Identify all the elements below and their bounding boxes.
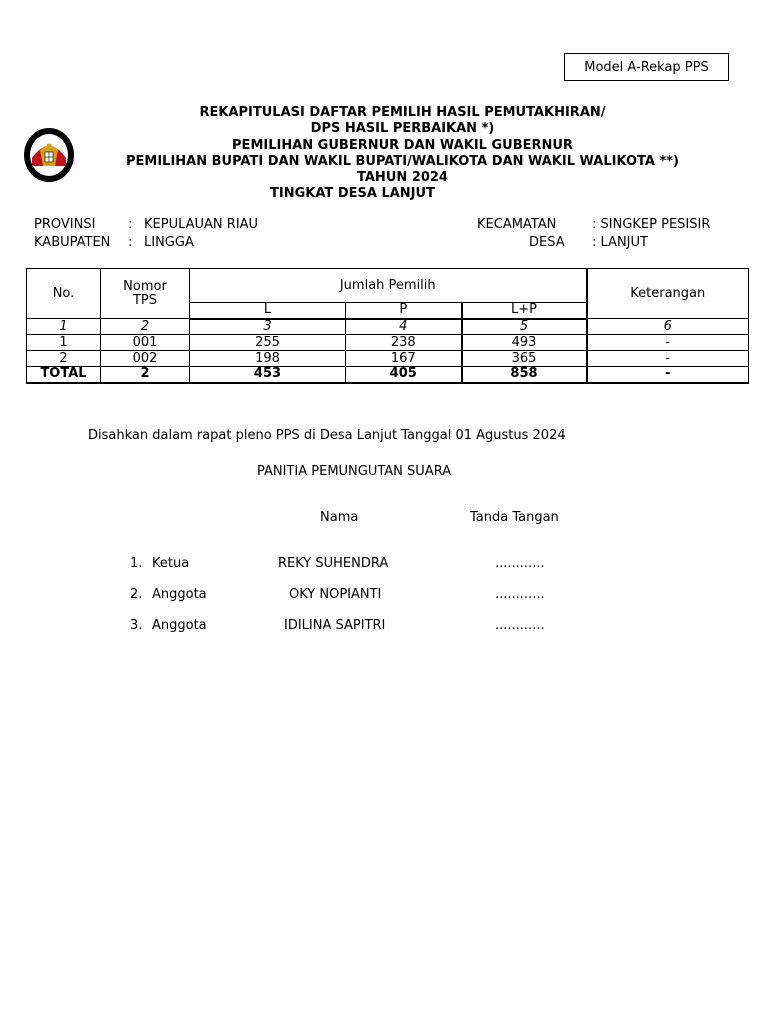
member-number: 1. [130, 556, 143, 571]
kabupaten-value: LINGGA [144, 235, 194, 250]
title-line-4: PEMILIHAN BUPATI DAN WAKIL BUPATI/WALIKOTA DAN WAKIL WALIKOTA **) [125, 153, 679, 169]
total-row [27, 367, 749, 383]
table-row [27, 351, 749, 367]
row-tps: 001 [101, 335, 190, 351]
row-l: 198 [190, 351, 346, 367]
member-name: IDILINA SAPITRI [284, 618, 386, 633]
col-number-5: 5 [462, 319, 587, 335]
col-number-4: 4 [346, 319, 462, 335]
row-no: 1 [27, 335, 101, 351]
total-lp: 858 [462, 367, 587, 383]
title-line-5: TAHUN 2024 [357, 170, 448, 186]
row-no: 2 [27, 351, 101, 367]
provinsi-sep: : [128, 217, 133, 232]
desa-label: DESA [529, 235, 565, 250]
document-title [40, 105, 765, 203]
table-row [27, 335, 749, 351]
total-p: 405 [346, 367, 462, 383]
member-number: 2. [130, 587, 143, 602]
voter-recap-table [26, 268, 749, 384]
row-tps: 002 [101, 351, 190, 367]
row-p: 167 [346, 351, 462, 367]
total-label: TOTAL [27, 367, 101, 383]
kecamatan-label: KECAMATAN [477, 217, 557, 232]
desa-value: : LANJUT [592, 235, 648, 250]
committee-title: PANITIA PEMUNGUTAN SUARA [257, 464, 452, 479]
row-p: 238 [346, 335, 462, 351]
member-role: Anggota [152, 587, 207, 602]
col-number-2: 2 [101, 319, 190, 335]
total-keterangan: - [587, 367, 749, 383]
member-name: OKY NOPIANTI [289, 587, 382, 602]
header-l: L [190, 303, 346, 319]
total-l: 453 [190, 367, 346, 383]
col-number-1: 1 [27, 319, 101, 335]
row-lp: 493 [462, 335, 587, 351]
column-signature-header: Tanda Tangan [470, 510, 559, 525]
member-signature: ............ [495, 556, 545, 571]
row-keterangan: - [587, 335, 749, 351]
row-lp: 365 [462, 351, 587, 367]
row-keterangan: - [587, 351, 749, 367]
header-no: No. [27, 269, 101, 319]
member-signature: ............ [495, 618, 545, 633]
col-number-6: 6 [587, 319, 749, 335]
member-signature: ............ [495, 587, 545, 602]
column-number-row [27, 319, 749, 335]
title-line-2: DPS HASIL PERBAIKAN *) [310, 121, 495, 137]
row-l: 255 [190, 335, 346, 351]
header-keterangan: Keterangan [587, 269, 749, 319]
title-line-1: REKAPITULASI DAFTAR PEMILIH HASIL PEMUTAKHIRAN/ [199, 105, 606, 120]
title-line-3: PEMILIHAN GUBERNUR DAN WAKIL GUBERNUR [232, 137, 573, 153]
kabupaten-label: KABUPATEN [34, 235, 111, 250]
kabupaten-sep: : [128, 235, 133, 250]
member-role: Ketua [152, 556, 190, 571]
header-lp: L+P [462, 303, 587, 319]
member-number: 3. [130, 618, 143, 633]
title-line-6: TINGKAT DESA LANJUT [270, 186, 435, 202]
kecamatan-value: : SINGKEP PESISIR [592, 217, 711, 232]
provinsi-value: KEPULAUAN RIAU [144, 217, 259, 232]
member-role: Anggota [152, 618, 207, 633]
col-number-3: 3 [190, 319, 346, 335]
approval-statement: Disahkan dalam rapat pleno PPS di Desa Lanjut Tanggal 01 Agustus 2024 [88, 428, 566, 443]
header-tps: Nomor TPS [101, 269, 190, 319]
header-p: P [346, 303, 462, 319]
total-tps: 2 [101, 367, 190, 383]
member-name: REKY SUHENDRA [278, 556, 389, 571]
model-label: Model A-Rekap PPS [564, 53, 729, 81]
column-name-header: Nama [320, 510, 359, 525]
header-jumlah-pemilih: Jumlah Pemilih [190, 269, 587, 303]
provinsi-label: PROVINSI [34, 217, 96, 232]
